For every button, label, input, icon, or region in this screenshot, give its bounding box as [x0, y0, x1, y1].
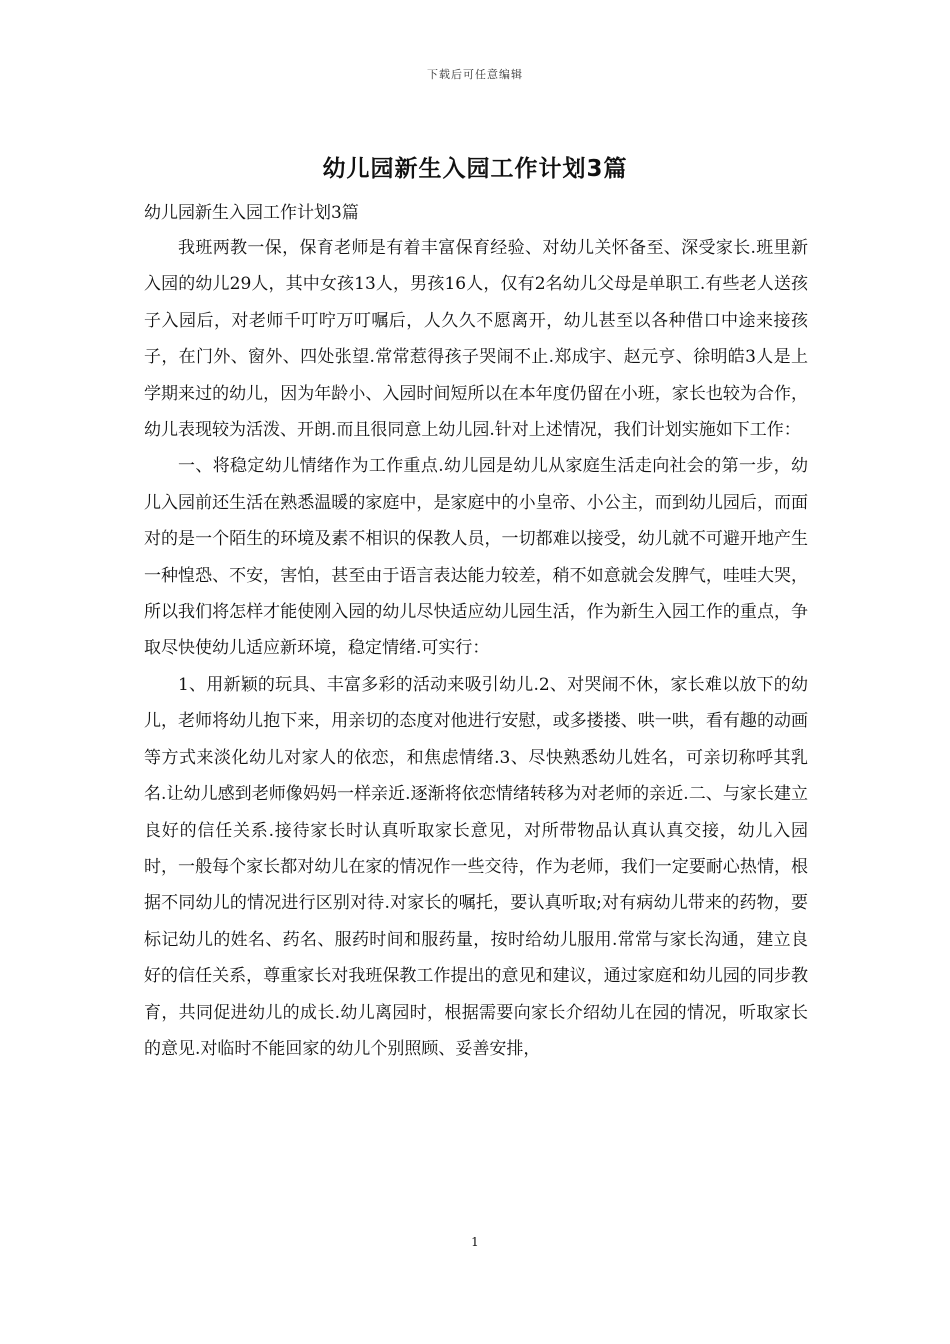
page-header-note: 下载后可任意编辑	[427, 68, 523, 81]
body-paragraph: 一、将稳定幼儿情绪作为工作重点.幼儿园是幼儿从家庭生活走向社会的第一步，幼儿入园前还生活在熟悉温暖的家庭中，是家庭中的小皇帝、小公主，而到幼儿园后，而面对的是一个陌生的环境及素不相识的保教人员，一切都难以接受，幼儿就不可避开地产生一种惶恐、不安，害怕，甚至由于语言表达能力较差，稍不如意就会发脾气，哇哇大哭，所以我们将怎样才能使刚入园的幼儿尽快适应幼儿园生活，作为新生入园工作的重点，争取尽快使幼儿适应新环境，稳定情绪.可实行：	[144, 456, 808, 659]
body-paragraph: 1、用新颖的玩具、丰富多彩的活动来吸引幼儿.2、对哭闹不休，家长难以放下的幼儿，老师将幼儿抱下来，用亲切的态度对他进行安慰，或多搂搂、哄一哄，看有趣的动画等方式来淡化幼儿对家人的依恋，和焦虑情绪.3、尽快熟悉幼儿姓名，可亲切称呼其乳名.让幼儿感到老师像妈妈一样亲近.逐渐将依恋情绪转移为对老师的亲近.二、与家长建立良好的信任关系.接待家长时认真听取家长意见，对所带物品认真认真交接，幼儿入园时，一般每个家长都对幼儿在家的情况作一些交待，作为老师，我们一定要耐心热情，根据不同幼儿的情况进行区别对待.对家长的嘱托，要认真听取;对有病幼儿带来的药物，要标记幼儿的姓名、药名、服药时间和服药量，按时给幼儿服用.常常与家长沟通，建立良好的信任关系，尊重家长对我班保教工作提出的意见和建议，通过家庭和幼儿园的同步教育，共同促进幼儿的成长.幼儿离园时，根据需要向家长介绍幼儿在园的情况，听取家长的意见.对临时不能回家的幼儿个别照顾、妥善安排，	[144, 674, 808, 1059]
document-body	[144, 230, 808, 1067]
body-paragraph: 我班两教一保，保育老师是有着丰富保育经验、对幼儿关怀备至、深受家长.班里新入园的幼儿29人，其中女孩13人，男孩16人，仅有2名幼儿父母是单职工.有些老人送孩子入园后，对老师千叮咛万叮嘱后，人久久不愿离开，幼儿甚至以各种借口中途来接孩子，在门外、窗外、四处张望.常常惹得孩子哭闹不止.郑成宇、赵元亨、徐明皓3人是上学期来过的幼儿，因为年龄小、入园时间短所以在本年度仍留在小班，家长也较为合作，幼儿表现较为活泼、开朗.而且很同意上幼儿园.针对上述情况，我们计划实施如下工作：	[144, 238, 808, 441]
page-number: 1	[471, 1235, 479, 1249]
document-title: 幼儿园新生入园工作计划3篇	[322, 156, 628, 182]
document-subtitle: 幼儿园新生入园工作计划3篇	[144, 203, 359, 223]
